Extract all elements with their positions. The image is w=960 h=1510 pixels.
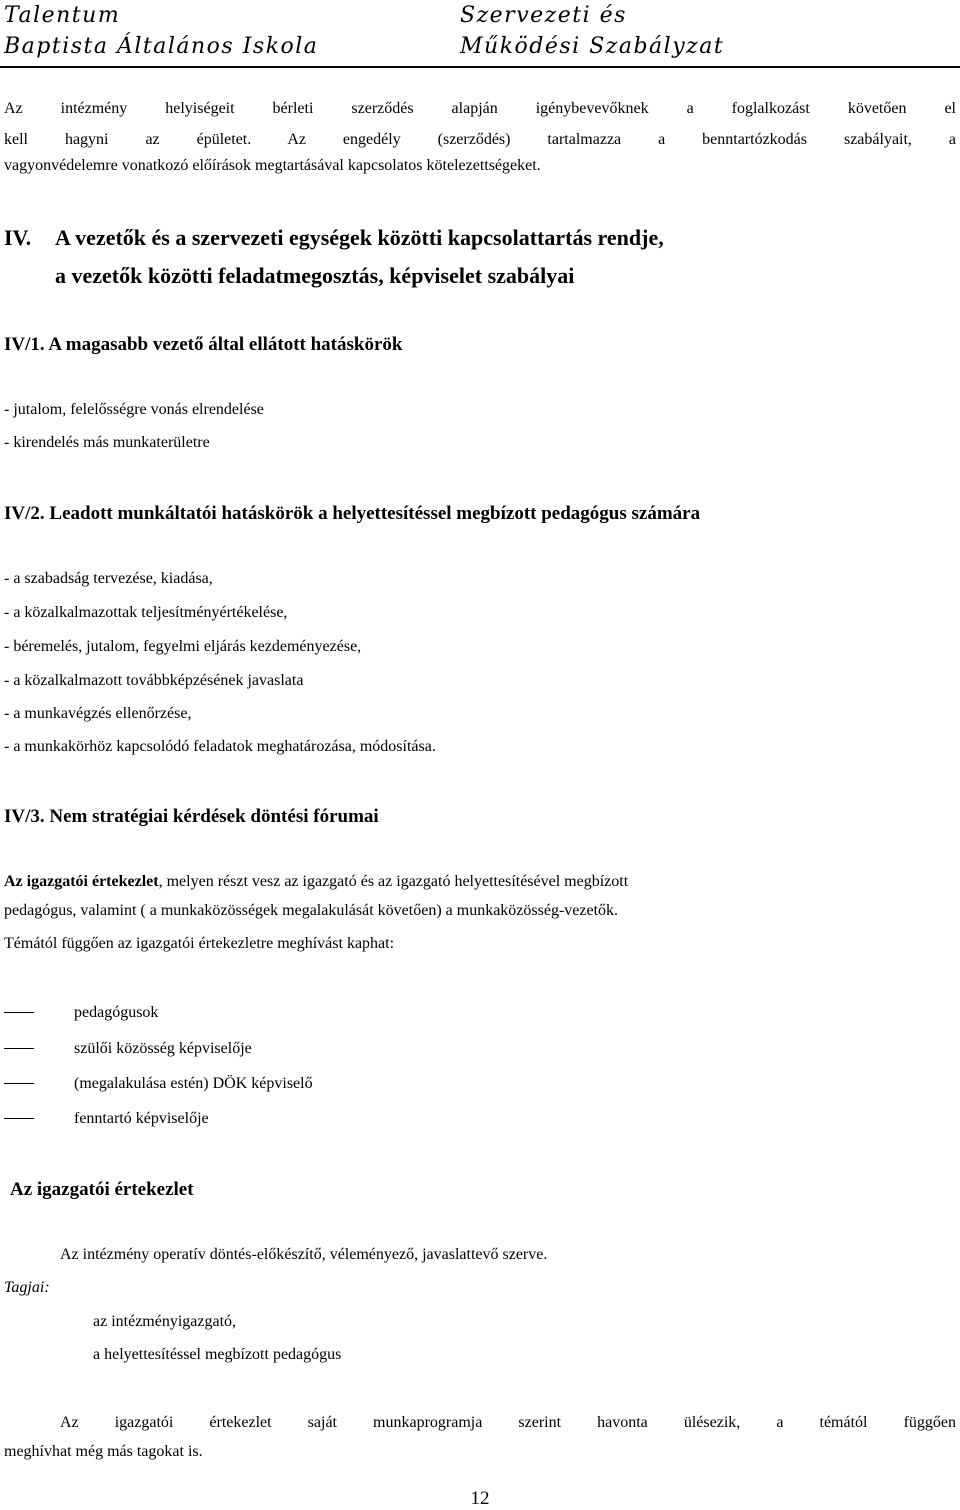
subsection-heading-iv-2: IV/2. Leadott munkáltatói hatáskörök a helyettesítéssel megbízott pedagógus számára [4,503,701,524]
invitee-text: pedagógusok [74,1004,159,1021]
intro-line-2: kell hagyni az épületet. Az engedély (szerződés) tartalmazza a benntartózkodás szabályait, a [4,131,956,148]
list-item: - béremelés, jutalom, fegyelmi eljárás kezdeményezése, [4,638,362,655]
list-item: a helyettesítéssel megbízott pedagógus [93,1346,342,1363]
list-item: - kirendelés más munkaterületre [4,434,210,451]
list-item: - a munkavégzés ellenőrzése, [4,705,192,722]
header-left [4,0,318,62]
meeting-description: Az intézmény operatív döntés-előkészítő, véleményező, javaslattevő szerve. [60,1246,548,1263]
list-item [4,1110,209,1128]
list-item: - a szabadság tervezése, kiadása, [4,570,213,587]
paragraph-line-1-rest: , melyen részt vesz az igazgató és az igazgató helyettesítésével megbízott [158,873,629,890]
invitee-text: (megalakulása estén) DÖK képviselő [74,1075,313,1092]
section-number: IV. [4,225,32,250]
list-item: az intézményigazgató, [93,1313,237,1330]
list-item: - a munkakörhöz kapcsolódó feladatok meghatározása, módosítása. [4,738,436,755]
paragraph-line-2: pedagógus, valamint ( a munkaközösségek megalakulását követően) a munkaközösség-vezetők. [4,902,619,919]
list-item [4,1004,158,1022]
closing-line-1: Az igazgatói értekezlet saját munkaprogramja szerint havonta ülésezik, a témától függően [60,1414,956,1431]
invitee-text: fenntartó képviselője [74,1110,209,1127]
intro-line-1: Az intézmény helyiségeit bérleti szerződés alapján igénybevevőknek a foglalkozást követően el [4,100,956,117]
subsection-heading-iv-1: IV/1. A magasabb vezető által ellátott hatáskörök [4,334,403,355]
header-doc-title-line1: Szervezeti és [460,3,627,28]
header-school-name-line2: Baptista Általános Iskola [4,34,319,59]
meeting-name-bold: Az igazgatói értekezlet [4,873,159,890]
dash-bullet-icon [4,1118,34,1119]
meeting-heading: Az igazgatói értekezlet [10,1179,194,1200]
list-item: - a közalkalmazottak teljesítményértékelése, [4,604,288,621]
closing-line-2: meghívhat még más tagokat is. [4,1443,203,1460]
dash-bullet-icon [4,1012,34,1013]
paragraph-line-1 [4,873,628,891]
list-item: - jutalom, felelősségre vonás elrendelése [4,401,264,418]
paragraph-line-3: Témától függően az igazgatói értekezletre meghívást kaphat: [4,935,395,952]
list-item [4,1040,252,1058]
intro-line-3: vagyonvédelemre vonatkozó előírások megtartásával kapcsolatos kötelezettségeket. [4,157,541,174]
header-school-name-line1: Talentum [4,3,121,28]
list-item: - a közalkalmazott továbbképzésének javaslata [4,672,304,689]
page-number: 12 [470,1488,490,1509]
members-label: Tagjai: [4,1279,50,1296]
header-doc-title-line2: Működési Szabályzat [460,34,725,59]
subsection-heading-iv-3: IV/3. Nem stratégiai kérdések döntési fórumai [4,806,379,827]
invitee-text: szülői közösség képviselője [74,1040,252,1057]
header-right [460,0,724,62]
page-header [0,0,960,68]
list-item [4,1075,313,1093]
dash-bullet-icon [4,1083,34,1084]
dash-bullet-icon [4,1048,34,1049]
section-title-line-2: a vezetők közötti feladatmegosztás, képviselet szabályai [55,263,575,288]
section-title-line-1: A vezetők és a szervezeti egységek közötti kapcsolattartás rendje, [55,225,664,250]
